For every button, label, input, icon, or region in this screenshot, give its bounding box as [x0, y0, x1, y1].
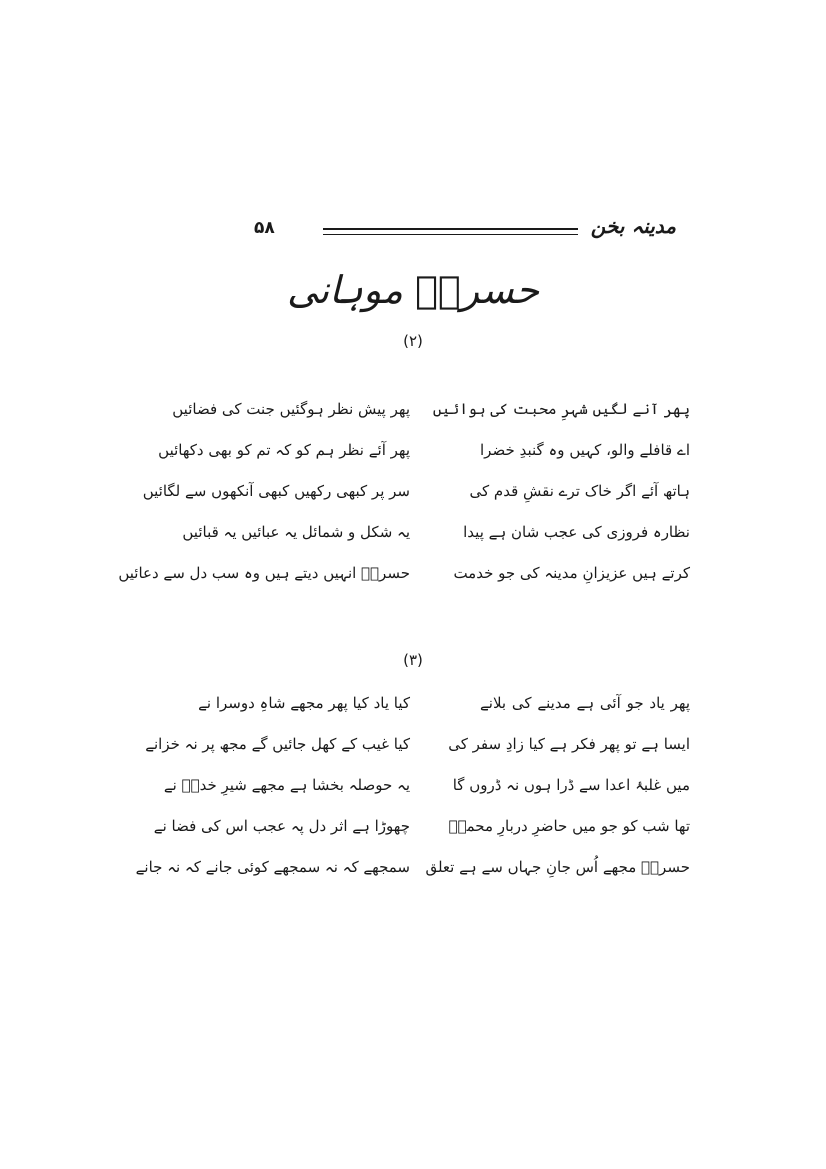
second-hemistich: حسرتؔ انہیں دیتے ہیں وہ سب دل سے دعائیں [118, 564, 410, 582]
first-hemistich: ہاتھ آئے اگر خاک ترے نقشِ قدم کی [469, 482, 690, 500]
couplet [145, 733, 690, 774]
couplet [172, 398, 690, 439]
first-hemistich: کرتے ہیں عزیزانِ مدینہ کی جو خدمت [453, 564, 690, 582]
second-hemistich: یہ شکل و شمائل یہ عبائیں یہ قبائیں [182, 523, 410, 541]
first-hemistich: اے قافلے والو، کہیں وہ گنبدِ خضرا [480, 441, 690, 459]
second-hemistich: یہ حوصلہ بخشا ہے مجھے شیرِ خداؑ نے [163, 776, 410, 794]
running-title: مدینہ بخن [590, 214, 676, 238]
page-number: ۵۸ [254, 218, 275, 238]
couplet [200, 692, 690, 733]
poem-section-3 [135, 692, 690, 897]
second-hemistich: سمجھے کہ نہ سمجھے کوئی جانے کہ نہ جانے [135, 858, 410, 876]
first-hemistich: میں غلبۂ اعدا سے ڈرا ہوں نہ ڈروں گا [452, 776, 690, 794]
poet-name-heading: حسرتؔ موہانی [286, 268, 540, 312]
couplet [158, 439, 690, 480]
second-hemistich: کیا یاد کیا پھر مجھے شاہِ دوسرا نے [198, 694, 410, 712]
second-hemistich: کیا غیب کے کھل جائیں گے مجھ پر نہ خزانے [145, 735, 410, 753]
second-hemistich: پھر آئے نظر ہم کو کہ تم کو بھی دکھائیں [158, 441, 410, 459]
first-hemistich: تھا شب کو جو میں حاضرِ دربارِ محمدؐ [448, 817, 690, 835]
couplet [182, 521, 690, 562]
second-hemistich: پھر پیش نظر ہوگئیں جنت کی فضائیں [172, 400, 410, 418]
couplet [135, 856, 690, 897]
section-number: (۳) [403, 651, 423, 669]
first-hemistich: ایسا ہے تو پھر فکر ہے کیا زادِ سفر کی [448, 735, 690, 753]
second-hemistich: سر پر کبھی رکھیں کبھی آنکھوں سے لگائیں [142, 482, 410, 500]
couplet [153, 815, 690, 856]
couplet [142, 480, 690, 521]
first-hemistich: پھر آنے لگیں شہرِ محبت کی ہوائیں [432, 400, 690, 418]
second-hemistich: چھوڑا ہے اثر دل پہ عجب اس کی فضا نے [153, 817, 410, 835]
section-number: (۲) [403, 332, 423, 350]
first-hemistich: پھر یاد جو آئی ہے مدینے کی بلانے [480, 694, 690, 712]
page-header [0, 214, 826, 248]
header-double-rule [323, 228, 578, 235]
couplet [118, 562, 690, 603]
couplet [163, 774, 690, 815]
first-hemistich: حسرتؔ مجھے اُس جانِ جہاں سے ہے تعلق [425, 858, 690, 876]
poem-section-2 [118, 398, 690, 603]
first-hemistich: نظارہ فروزی کی عجب شان ہے پیدا [463, 523, 690, 541]
